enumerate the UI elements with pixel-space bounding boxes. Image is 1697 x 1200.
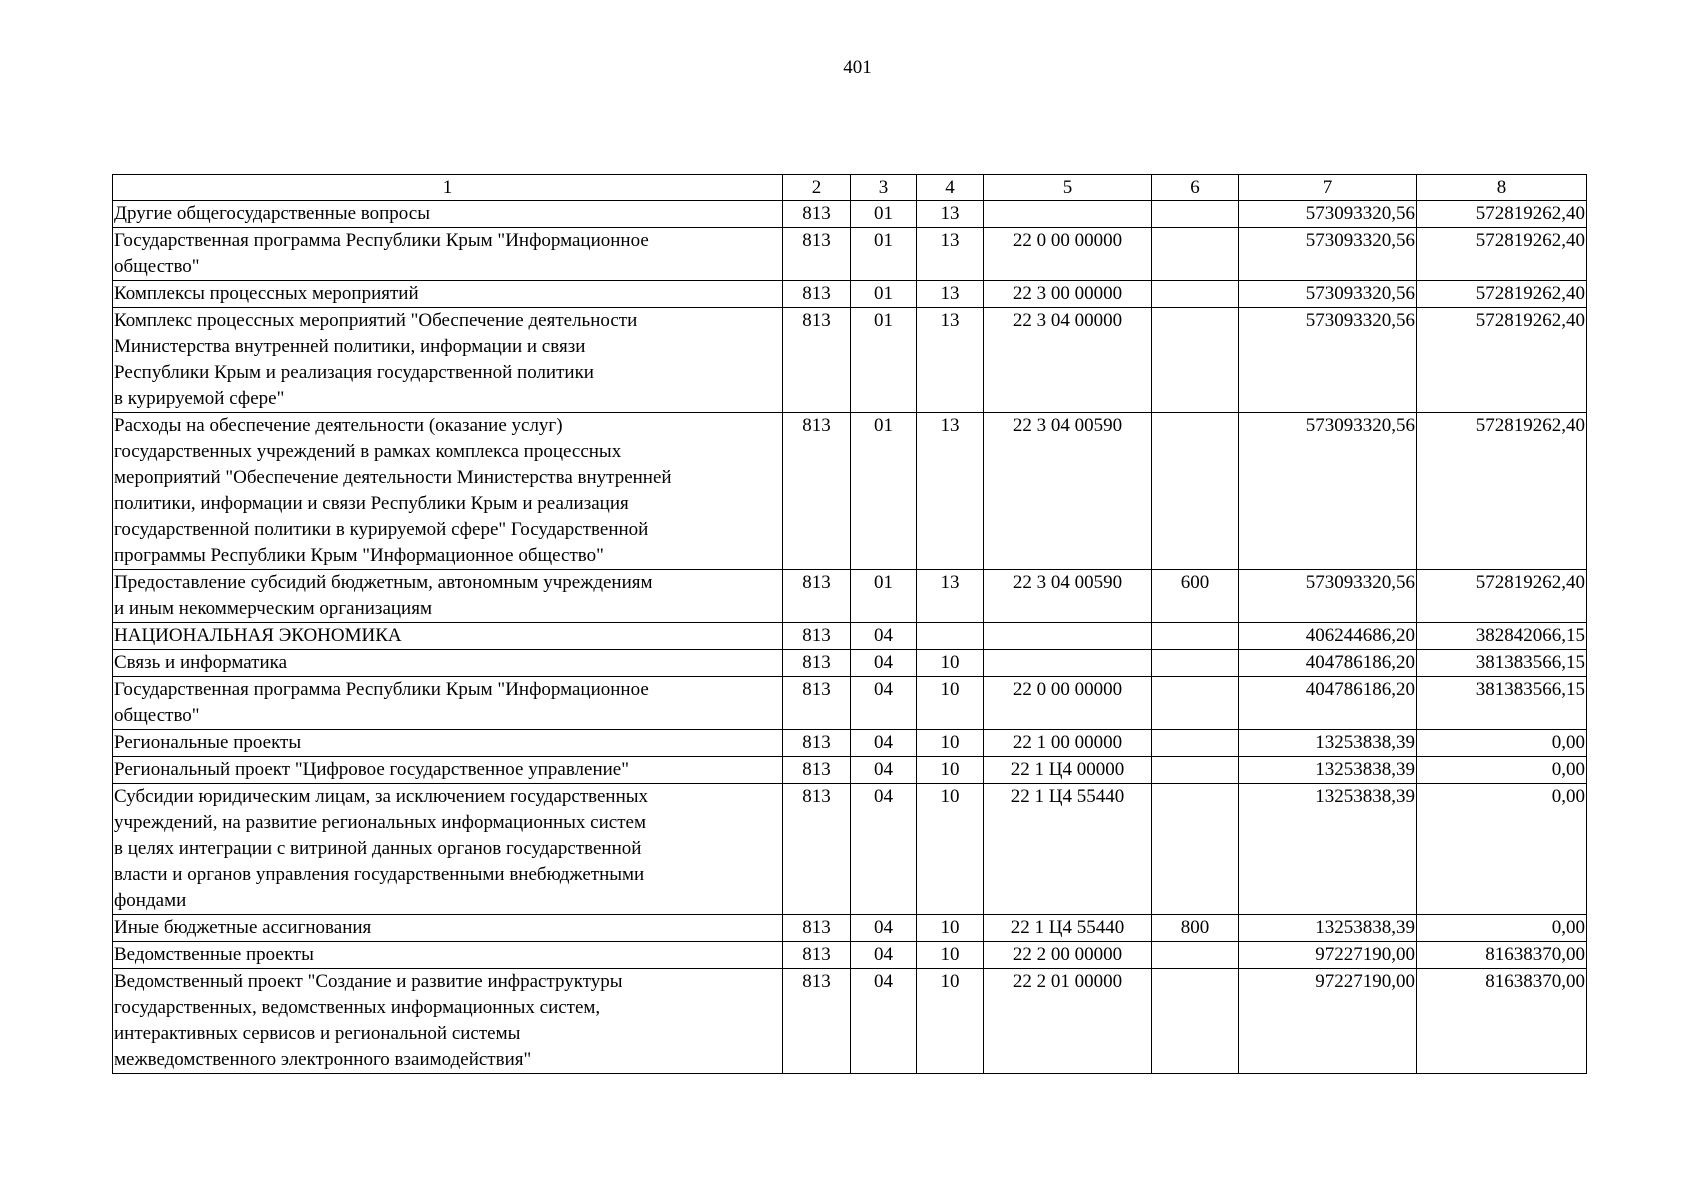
row-code-c4: 10 [917, 915, 984, 942]
row-code-c3: 04 [851, 650, 917, 677]
row-name-line: политики, информации и связи Республики Крым и реализация [114, 493, 629, 514]
table-row [113, 201, 1587, 228]
row-amount-c7: 13253838,39 [1239, 784, 1417, 915]
row-amount-c7: 404786186,20 [1239, 677, 1417, 730]
row-amount-c8: 572819262,40 [1417, 228, 1587, 281]
row-amount-c8: 81638370,00 [1417, 942, 1587, 969]
row-name-line: Государственная программа Республики Крым "Информационное [114, 679, 649, 700]
table-row [113, 308, 1587, 413]
row-code-c5: 22 3 04 00590 [984, 570, 1152, 623]
row-code-c5 [984, 650, 1152, 677]
row-amount-c8: 572819262,40 [1417, 570, 1587, 623]
row-name-line: общество" [114, 256, 200, 277]
row-name-line: Расходы на обеспечение деятельности (оказание услуг) [114, 415, 563, 436]
page-number: 401 [843, 57, 872, 78]
row-code-c5: 22 2 01 00000 [984, 969, 1152, 1074]
row-code-c6 [1152, 413, 1239, 570]
row-amount-c8: 572819262,40 [1417, 308, 1587, 413]
row-amount-c7: 97227190,00 [1239, 942, 1417, 969]
row-code-c4: 10 [917, 784, 984, 915]
row-code-c4: 13 [917, 228, 984, 281]
row-name-cell [113, 281, 783, 308]
row-code-c6 [1152, 677, 1239, 730]
row-name-line: Государственная программа Республики Крым "Информационное [114, 230, 649, 251]
row-name-line: Предоставление субсидий бюджетным, автономным учреждениям [114, 572, 653, 593]
row-amount-c8: 572819262,40 [1417, 413, 1587, 570]
row-code-c2: 813 [783, 623, 851, 650]
row-code-c3: 04 [851, 969, 917, 1074]
row-code-c5: 22 1 00 00000 [984, 730, 1152, 757]
table-row [113, 413, 1587, 570]
row-code-c3: 01 [851, 228, 917, 281]
row-code-c3: 04 [851, 623, 917, 650]
row-code-c2: 813 [783, 570, 851, 623]
row-amount-c7: 13253838,39 [1239, 730, 1417, 757]
row-code-c2: 813 [783, 915, 851, 942]
row-amount-c8: 382842066,15 [1417, 623, 1587, 650]
row-code-c3: 01 [851, 308, 917, 413]
row-code-c6 [1152, 942, 1239, 969]
row-code-c2: 813 [783, 308, 851, 413]
row-code-c4: 13 [917, 308, 984, 413]
row-amount-c8: 0,00 [1417, 730, 1587, 757]
row-code-c6 [1152, 308, 1239, 413]
row-name-cell [113, 784, 783, 915]
table-row [113, 969, 1587, 1074]
row-amount-c8: 0,00 [1417, 784, 1587, 915]
row-name-cell [113, 677, 783, 730]
row-amount-c7: 97227190,00 [1239, 969, 1417, 1074]
row-code-c3: 01 [851, 281, 917, 308]
row-name-line: Комплексы процессных мероприятий [114, 283, 419, 304]
column-header-4: 4 [917, 175, 984, 201]
row-code-c3: 01 [851, 413, 917, 570]
row-code-c4: 13 [917, 413, 984, 570]
row-name-line: государственных учреждений в рамках комплекса процессных [114, 441, 622, 462]
row-name-line: Связь и информатика [114, 652, 288, 673]
row-code-c5: 22 1 Ц4 55440 [984, 915, 1152, 942]
row-name-cell [113, 969, 783, 1074]
row-code-c2: 813 [783, 413, 851, 570]
row-code-c3: 04 [851, 942, 917, 969]
row-name-line: мероприятий "Обеспечение деятельности Министерства внутренней [114, 467, 672, 488]
row-name-cell [113, 757, 783, 784]
row-name-line: государственных, ведомственных информационных систем, [114, 997, 601, 1018]
column-header-1: 1 [113, 175, 783, 201]
row-amount-c7: 573093320,56 [1239, 201, 1417, 228]
column-header-7: 7 [1239, 175, 1417, 201]
header-row [113, 175, 1587, 201]
row-name-line: фондами [114, 890, 187, 911]
row-name-cell [113, 650, 783, 677]
row-code-c2: 813 [783, 730, 851, 757]
row-code-c2: 813 [783, 969, 851, 1074]
row-name-cell [113, 413, 783, 570]
row-code-c5 [984, 201, 1152, 228]
row-code-c5: 22 3 00 00000 [984, 281, 1152, 308]
row-code-c4: 10 [917, 677, 984, 730]
row-name-cell [113, 570, 783, 623]
row-amount-c7: 573093320,56 [1239, 413, 1417, 570]
row-code-c4: 10 [917, 942, 984, 969]
row-amount-c7: 573093320,56 [1239, 281, 1417, 308]
row-name-line: в курируемой сфере" [114, 388, 285, 409]
row-code-c6 [1152, 650, 1239, 677]
row-amount-c8: 572819262,40 [1417, 201, 1587, 228]
table-body [113, 201, 1587, 1074]
row-name-line: Республики Крым и реализация государственной политики [114, 362, 594, 383]
row-amount-c7: 404786186,20 [1239, 650, 1417, 677]
row-name-line: НАЦИОНАЛЬНАЯ ЭКОНОМИКА [114, 625, 402, 646]
row-amount-c7: 573093320,56 [1239, 570, 1417, 623]
row-name-cell [113, 201, 783, 228]
row-code-c6: 600 [1152, 570, 1239, 623]
table-row [113, 915, 1587, 942]
row-code-c3: 01 [851, 201, 917, 228]
row-code-c5: 22 1 Ц4 00000 [984, 757, 1152, 784]
row-code-c6: 800 [1152, 915, 1239, 942]
row-code-c6 [1152, 757, 1239, 784]
row-code-c3: 04 [851, 915, 917, 942]
table-header [113, 175, 1587, 201]
row-name-line: Региональный проект "Цифровое государственное управление" [114, 759, 629, 780]
row-name-cell [113, 623, 783, 650]
row-name-cell [113, 308, 783, 413]
row-code-c4 [917, 623, 984, 650]
row-name-line: Комплекс процессных мероприятий "Обеспечение деятельности [114, 310, 638, 331]
row-amount-c7: 406244686,20 [1239, 623, 1417, 650]
table-row [113, 677, 1587, 730]
row-name-line: и иным некоммерческим организациям [114, 598, 432, 619]
row-name-cell [113, 915, 783, 942]
row-code-c2: 813 [783, 784, 851, 915]
row-amount-c8: 81638370,00 [1417, 969, 1587, 1074]
row-amount-c7: 13253838,39 [1239, 915, 1417, 942]
table-row [113, 784, 1587, 915]
row-code-c4: 10 [917, 650, 984, 677]
row-name-line: интерактивных сервисов и региональной системы [114, 1023, 521, 1044]
table-row [113, 942, 1587, 969]
row-code-c6 [1152, 784, 1239, 915]
row-name-line: в целях интеграции с витриной данных органов государственной [114, 838, 642, 859]
row-amount-c7: 13253838,39 [1239, 757, 1417, 784]
row-code-c5: 22 3 04 00590 [984, 413, 1152, 570]
row-name-line: Иные бюджетные ассигнования [114, 917, 372, 938]
row-code-c2: 813 [783, 201, 851, 228]
row-name-line: государственной политики в курируемой сфере" Государственной [114, 519, 649, 540]
row-code-c3: 04 [851, 730, 917, 757]
row-name-line: межведомственного электронного взаимодействия" [114, 1049, 532, 1070]
row-name-line: Ведомственный проект "Создание и развитие инфраструктуры [114, 971, 623, 992]
row-name-line: учреждений, на развитие региональных информационных систем [114, 812, 646, 833]
row-code-c3: 04 [851, 757, 917, 784]
row-code-c6 [1152, 281, 1239, 308]
row-code-c4: 10 [917, 730, 984, 757]
row-code-c3: 04 [851, 784, 917, 915]
row-amount-c8: 381383566,15 [1417, 677, 1587, 730]
row-code-c2: 813 [783, 228, 851, 281]
row-code-c4: 13 [917, 201, 984, 228]
row-name-line: власти и органов управления государственными внебюджетными [114, 864, 645, 885]
budget-table [112, 174, 1587, 1074]
row-name-cell [113, 730, 783, 757]
row-code-c5: 22 2 00 00000 [984, 942, 1152, 969]
table-row [113, 228, 1587, 281]
column-header-5: 5 [984, 175, 1152, 201]
row-amount-c8: 0,00 [1417, 757, 1587, 784]
table-row [113, 650, 1587, 677]
row-code-c4: 13 [917, 281, 984, 308]
row-name-line: Ведомственные проекты [114, 944, 314, 965]
row-code-c2: 813 [783, 757, 851, 784]
table-row [113, 623, 1587, 650]
row-code-c5: 22 0 00 00000 [984, 228, 1152, 281]
row-amount-c8: 572819262,40 [1417, 281, 1587, 308]
table-row [113, 757, 1587, 784]
table-row [113, 570, 1587, 623]
row-name-line: программы Республики Крым "Информационное общество" [114, 545, 604, 566]
row-name-cell [113, 942, 783, 969]
row-name-line: общество" [114, 705, 200, 726]
column-header-2: 2 [783, 175, 851, 201]
row-code-c6 [1152, 623, 1239, 650]
row-code-c2: 813 [783, 650, 851, 677]
row-name-line: Министерства внутренней политики, информации и связи [114, 336, 586, 357]
row-name-line: Субсидии юридическим лицам, за исключением государственных [114, 786, 649, 807]
row-code-c4: 10 [917, 757, 984, 784]
row-code-c4: 10 [917, 969, 984, 1074]
row-code-c2: 813 [783, 677, 851, 730]
row-amount-c8: 381383566,15 [1417, 650, 1587, 677]
table-row [113, 281, 1587, 308]
row-code-c6 [1152, 228, 1239, 281]
row-name-line: Другие общегосударственные вопросы [114, 203, 430, 224]
row-code-c6 [1152, 201, 1239, 228]
table-row [113, 730, 1587, 757]
column-header-8: 8 [1417, 175, 1587, 201]
column-header-6: 6 [1152, 175, 1239, 201]
row-amount-c7: 573093320,56 [1239, 308, 1417, 413]
row-code-c5: 22 1 Ц4 55440 [984, 784, 1152, 915]
row-code-c3: 04 [851, 677, 917, 730]
row-amount-c8: 0,00 [1417, 915, 1587, 942]
row-code-c6 [1152, 969, 1239, 1074]
row-code-c3: 01 [851, 570, 917, 623]
row-code-c4: 13 [917, 570, 984, 623]
row-code-c6 [1152, 730, 1239, 757]
row-name-cell [113, 228, 783, 281]
row-code-c2: 813 [783, 281, 851, 308]
row-name-line: Региональные проекты [114, 732, 302, 753]
row-amount-c7: 573093320,56 [1239, 228, 1417, 281]
row-code-c5: 22 0 00 00000 [984, 677, 1152, 730]
row-code-c5: 22 3 04 00000 [984, 308, 1152, 413]
row-code-c5 [984, 623, 1152, 650]
row-code-c2: 813 [783, 942, 851, 969]
column-header-3: 3 [851, 175, 917, 201]
